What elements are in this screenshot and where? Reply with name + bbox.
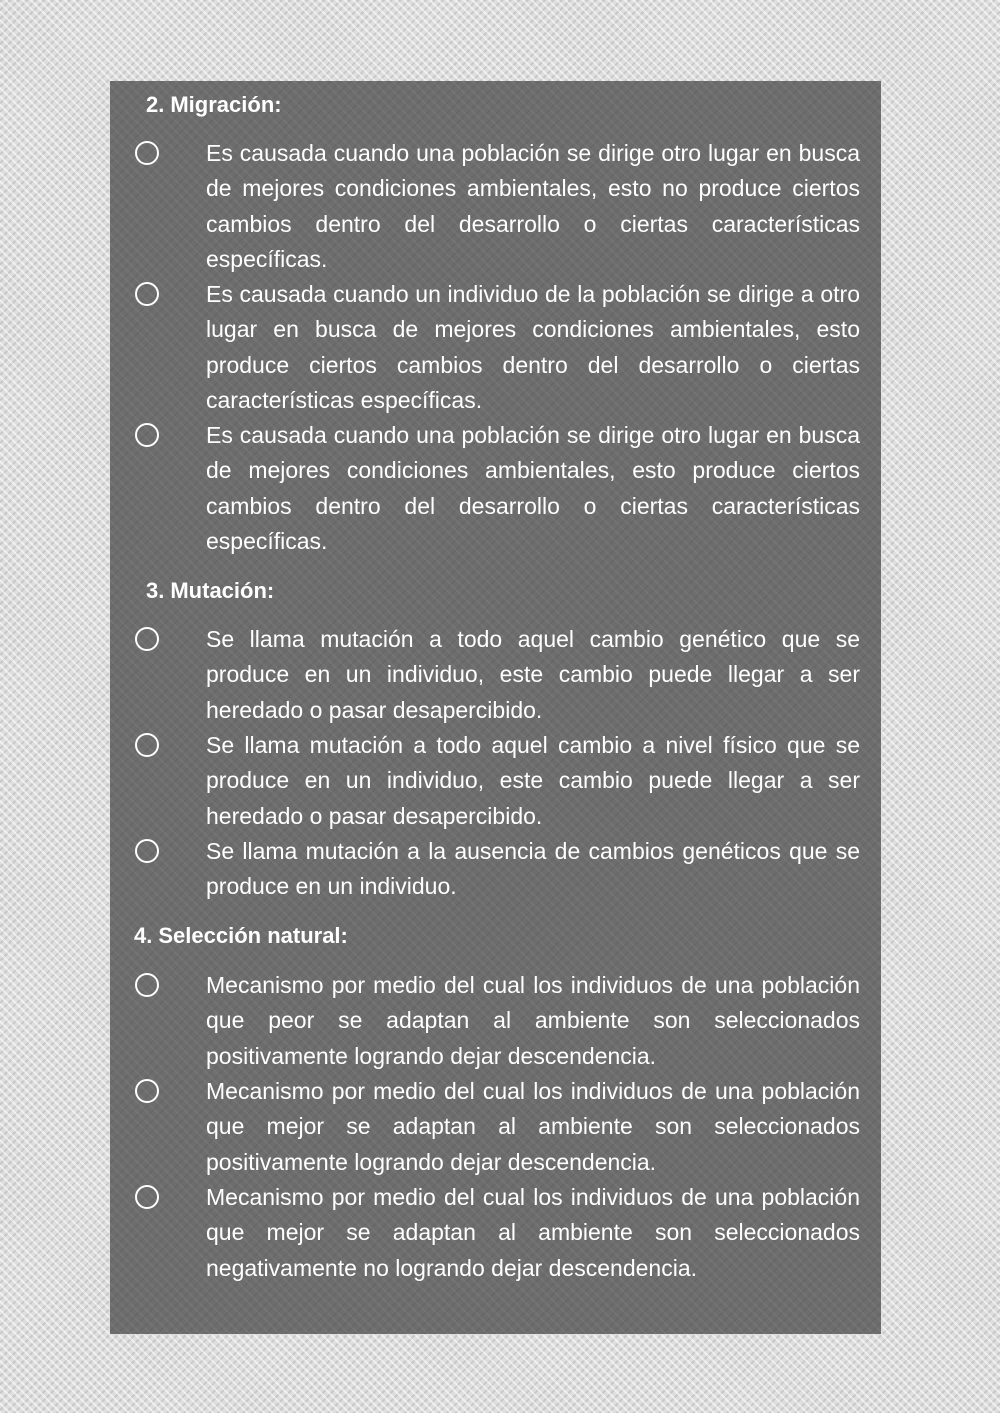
radio-circle-icon[interactable] xyxy=(135,282,159,306)
section-number: 4. xyxy=(134,923,153,948)
section-title: Migración: xyxy=(170,92,282,117)
section-title: Selección natural: xyxy=(158,923,348,948)
radio-circle-icon[interactable] xyxy=(135,141,159,165)
section-heading-mutacion xyxy=(146,576,274,606)
option-text: Se llama mutación a todo aquel cambio a nivel físico que se produce en un individuo, este cambio puede llegar a ser heredado o pasar desapercibido. xyxy=(206,732,860,829)
option-text: Se llama mutación a la ausencia de cambios genéticos que se produce en un individuo. xyxy=(206,838,860,900)
section-heading-migracion xyxy=(146,90,282,120)
radio-circle-icon[interactable] xyxy=(135,423,159,447)
section-title: Mutación: xyxy=(170,578,275,603)
option-text: Es causada cuando una población se dirige otro lugar en busca de mejores condiciones ambientales, esto no produce ciertos cambios dentro del desarrollo o ciertas características específicas. xyxy=(206,140,860,272)
option-text: Mecanismo por medio del cual los individuos de una población que peor se adaptan al ambiente son seleccionados positivamente logrando dejar descendencia. xyxy=(206,972,860,1069)
radio-circle-icon[interactable] xyxy=(135,973,159,997)
option-text: Es causada cuando una población se dirige otro lugar en busca de mejores condiciones ambientales, esto produce ciertos cambios dentro del desarrollo o ciertas características específicas. xyxy=(206,422,860,554)
section-number: 3. xyxy=(146,578,165,603)
option-text: Mecanismo por medio del cual los individuos de una población que mejor se adaptan al ambiente son seleccionados positivamente logrando dejar descendencia. xyxy=(206,1078,860,1175)
section-heading-seleccion-natural xyxy=(134,921,348,951)
option-text: Mecanismo por medio del cual los individuos de una población que mejor se adaptan al ambiente son seleccionados negativamente no logrando dejar descendencia. xyxy=(206,1184,860,1281)
radio-circle-icon[interactable] xyxy=(135,1185,159,1209)
radio-circle-icon[interactable] xyxy=(135,1079,159,1103)
radio-circle-icon[interactable] xyxy=(135,733,159,757)
option-text: Es causada cuando un individuo de la población se dirige a otro lugar en busca de mejores condiciones ambientales, esto produce ciertos cambios dentro del desarrollo o ciertas características específicas. xyxy=(206,281,860,413)
quiz-panel xyxy=(110,81,881,1334)
section-number: 2. xyxy=(146,92,165,117)
radio-circle-icon[interactable] xyxy=(135,839,159,863)
option-text: Se llama mutación a todo aquel cambio genético que se produce en un individuo, este cambio puede llegar a ser heredado o pasar desapercibido. xyxy=(206,626,860,723)
radio-circle-icon[interactable] xyxy=(135,627,159,651)
